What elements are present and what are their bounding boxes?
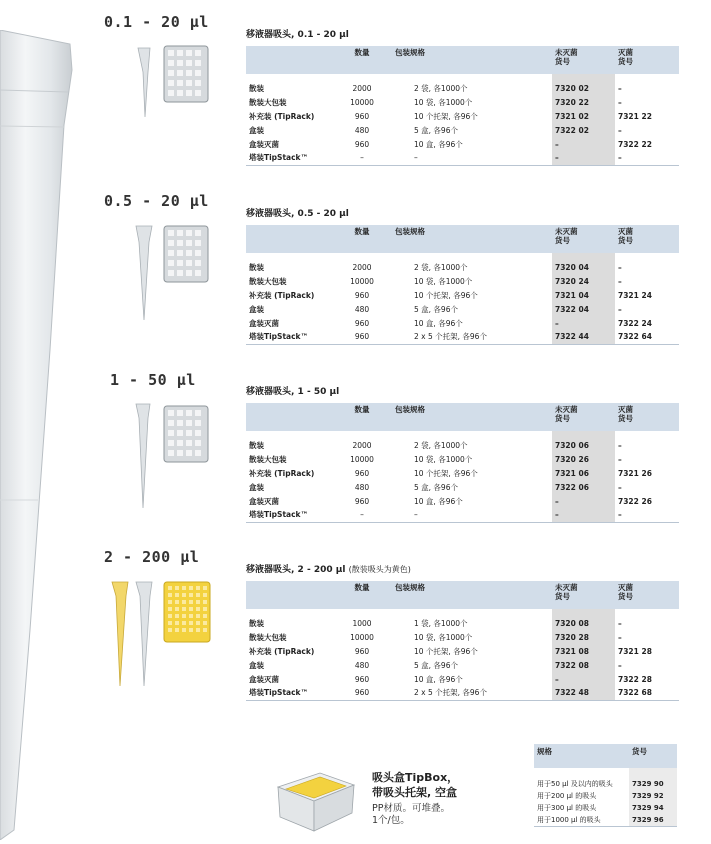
section-title — [246, 206, 679, 219]
row-quantity: 2000 — [352, 441, 372, 451]
tip-and-rack-image-1-50 — [130, 402, 220, 512]
row-packaging: 1 袋, 各1000个 — [414, 619, 468, 629]
large-pipette-tip-image — [0, 30, 80, 840]
row-quantity: 1000 — [352, 619, 372, 629]
tipbox-row — [534, 814, 677, 827]
section-0-1-20 — [246, 27, 679, 166]
tipbox-image — [268, 765, 358, 835]
header-nonsterile: 未灭菌 货号 — [552, 403, 615, 431]
row-sterile-catalog: – — [618, 277, 622, 287]
product-table — [246, 225, 679, 345]
row-type: 盒装 — [249, 482, 264, 492]
row-sterile-catalog: – — [618, 455, 622, 465]
product-table — [246, 581, 679, 701]
row-sterile-catalog: 7322 26 — [618, 496, 652, 506]
row-type: 塔装TipStack™ — [246, 151, 332, 165]
row-type: 散装大包装 — [249, 455, 287, 465]
table-row — [246, 289, 679, 303]
header-packaging: 包装规格 — [392, 225, 552, 253]
row-type: 塔装TipStack™ — [246, 508, 332, 522]
header-quantity: 数量 — [332, 46, 392, 74]
row-type: 散装大包装 — [249, 98, 287, 108]
row-quantity: 960 — [354, 111, 370, 121]
row-sterile-catalog: – — [618, 441, 622, 451]
row-type: 补充装 (TipRack) — [249, 468, 315, 478]
row-nonsterile-catalog: 7320 08 — [552, 617, 615, 631]
header-type — [246, 46, 332, 74]
row-nonsterile-catalog: 7322 06 — [552, 480, 615, 494]
row-packaging: 10 盒, 各96个 — [414, 318, 463, 328]
row-sterile-catalog: 7322 68 — [615, 686, 679, 700]
tipbox-desc-line2: 1个/包。 — [372, 815, 410, 826]
range-label-0-5-20: 0.5 - 20 µl — [104, 192, 209, 210]
header-type — [246, 225, 332, 253]
table-row — [246, 508, 679, 522]
row-packaging: – — [392, 508, 552, 522]
row-type: 散装 — [249, 84, 264, 94]
row-type: 散装 — [249, 263, 264, 273]
row-packaging: 5 盒, 各96个 — [414, 660, 458, 670]
header-type — [246, 581, 332, 609]
row-packaging: 5 盒, 各96个 — [414, 304, 458, 314]
range-label-0-1-20: 0.1 - 20 µl — [104, 13, 209, 31]
row-packaging: 10 个托架, 各96个 — [414, 290, 478, 300]
row-sterile-catalog: – — [615, 151, 679, 165]
header-sterile: 灭菌 货号 — [615, 46, 679, 74]
row-sterile-catalog: 7321 24 — [618, 290, 652, 300]
row-packaging: 10 袋, 各1000个 — [414, 455, 473, 465]
table-row — [246, 330, 679, 344]
tipbox-row-spec: 用于50 µl 及以内的吸头 — [537, 780, 613, 788]
row-type: 补充装 (TipRack) — [249, 111, 315, 121]
table-row — [246, 480, 679, 494]
table-row — [246, 453, 679, 467]
table-row — [246, 658, 679, 672]
row-sterile-catalog: – — [618, 98, 622, 108]
row-type: 塔装TipStack™ — [246, 330, 332, 344]
row-quantity: – — [332, 508, 392, 522]
row-quantity: 480 — [354, 482, 370, 492]
row-sterile-catalog: 7321 22 — [618, 111, 652, 121]
row-nonsterile-catalog: – — [552, 494, 615, 508]
section-title-text: 移液器吸头, 0.1 - 20 µl — [246, 30, 349, 40]
row-packaging: 10 个托架, 各96个 — [414, 111, 478, 121]
row-packaging: 10 盒, 各96个 — [414, 674, 463, 684]
row-nonsterile-catalog: 7322 02 — [552, 123, 615, 137]
row-sterile-catalog: – — [618, 482, 622, 492]
header-quantity: 数量 — [332, 403, 392, 431]
row-quantity: 480 — [354, 304, 370, 314]
row-sterile-catalog: 7322 24 — [618, 318, 652, 328]
table-row — [246, 494, 679, 508]
row-packaging: 2 袋, 各1000个 — [414, 441, 468, 451]
header-nonsterile: 未灭菌 货号 — [552, 46, 615, 74]
section-title — [246, 27, 679, 40]
row-nonsterile-catalog: – — [552, 137, 615, 151]
row-sterile-catalog: – — [618, 263, 622, 273]
row-nonsterile-catalog: 7321 08 — [552, 645, 615, 659]
section-title-note: (散装吸头为黄色) — [348, 565, 411, 574]
row-sterile-catalog: – — [618, 304, 622, 314]
table-row — [246, 686, 679, 700]
row-type: 盒装灭菌 — [249, 139, 279, 149]
section-title-text: 移液器吸头, 0.5 - 20 µl — [246, 209, 349, 219]
row-quantity: – — [332, 151, 392, 165]
row-nonsterile-catalog: 7321 04 — [552, 289, 615, 303]
row-sterile-catalog: – — [618, 125, 622, 135]
product-table — [246, 403, 679, 523]
row-nonsterile-catalog: – — [552, 672, 615, 686]
row-type: 盒装 — [249, 660, 264, 670]
row-packaging: 2 x 5 个托架, 各96个 — [392, 330, 552, 344]
row-nonsterile-catalog: 7321 06 — [552, 467, 615, 481]
row-packaging: – — [392, 151, 552, 165]
section-title — [246, 562, 679, 575]
row-type: 盒装灭菌 — [249, 496, 279, 506]
table-row — [246, 645, 679, 659]
tipbox-title-line1: 吸头盒TipBox， — [372, 771, 459, 784]
row-sterile-catalog: 7322 22 — [618, 139, 652, 149]
row-packaging: 10 个托架, 各96个 — [414, 468, 478, 478]
table-row — [246, 82, 679, 96]
row-nonsterile-catalog: 7322 44 — [552, 330, 615, 344]
row-type: 散装 — [249, 441, 264, 451]
row-quantity: 960 — [354, 139, 370, 149]
table-row — [246, 672, 679, 686]
row-packaging: 10 盒, 各96个 — [414, 139, 463, 149]
row-type: 塔装TipStack™ — [246, 686, 332, 700]
header-quantity: 数量 — [332, 581, 392, 609]
row-quantity: 480 — [354, 125, 370, 135]
range-label-1-50: 1 - 50 µl — [110, 371, 196, 389]
section-0-5-20 — [246, 206, 679, 345]
row-nonsterile-catalog: 7322 08 — [552, 658, 615, 672]
section-title-text: 移液器吸头, 2 - 200 µl — [246, 565, 346, 575]
row-packaging: 2 x 5 个托架, 各96个 — [392, 686, 552, 700]
header-nonsterile: 未灭菌 货号 — [552, 225, 615, 253]
tipbox-desc-line1: PP材质。可堆叠。 — [372, 803, 450, 814]
header-packaging: 包装规格 — [392, 581, 552, 609]
tipbox-col-cat: 货号 — [629, 744, 677, 768]
table-row — [246, 275, 679, 289]
header-type — [246, 403, 332, 431]
row-quantity: 960 — [354, 496, 370, 506]
table-row — [246, 302, 679, 316]
tipbox-description — [372, 770, 522, 827]
row-quantity: 960 — [354, 646, 370, 656]
table-row — [246, 439, 679, 453]
tip-and-rack-image-0-5-20 — [128, 222, 218, 322]
row-nonsterile-catalog: 7320 26 — [552, 453, 615, 467]
table-row — [246, 123, 679, 137]
row-quantity: 960 — [354, 290, 370, 300]
row-quantity: 10000 — [350, 633, 374, 643]
tipbox-row-catalog: 7329 90 — [629, 778, 677, 790]
header-packaging: 包装规格 — [392, 403, 552, 431]
tipbox-row-catalog: 7329 92 — [629, 790, 677, 802]
row-type: 盒装 — [249, 125, 264, 135]
row-nonsterile-catalog: 7320 22 — [552, 96, 615, 110]
header-sterile: 灭菌 货号 — [615, 225, 679, 253]
row-type: 补充装 (TipRack) — [249, 646, 315, 656]
row-nonsterile-catalog: – — [552, 151, 615, 165]
table-row — [246, 617, 679, 631]
row-packaging: 10 袋, 各1000个 — [414, 633, 473, 643]
table-row — [246, 316, 679, 330]
tipbox-row-spec: 用于1000 µl 的吸头 — [534, 814, 629, 827]
row-type: 盒装灭菌 — [249, 674, 279, 684]
row-type: 散装 — [249, 619, 264, 629]
header-sterile: 灭菌 货号 — [615, 403, 679, 431]
row-quantity: 10000 — [350, 98, 374, 108]
section-1-50 — [246, 384, 679, 523]
tipbox-row-spec: 用于200 µl 的吸头 — [537, 792, 597, 800]
tipbox-col-spec: 规格 — [534, 744, 629, 768]
table-row — [246, 137, 679, 151]
table-row — [246, 151, 679, 165]
row-packaging: 2 袋, 各1000个 — [414, 263, 468, 273]
tip-and-rack-image-2-200 — [108, 578, 218, 690]
row-nonsterile-catalog: 7320 02 — [552, 82, 615, 96]
row-quantity: 960 — [332, 330, 392, 344]
row-sterile-catalog: 7321 28 — [618, 646, 652, 656]
table-row — [246, 261, 679, 275]
tipbox-row-catalog: 7329 94 — [629, 802, 677, 814]
row-sterile-catalog: 7322 28 — [618, 674, 652, 684]
row-quantity: 960 — [332, 686, 392, 700]
row-sterile-catalog: – — [618, 633, 622, 643]
row-nonsterile-catalog: 7321 02 — [552, 110, 615, 124]
row-nonsterile-catalog: – — [552, 508, 615, 522]
section-title-text: 移液器吸头, 1 - 50 µl — [246, 387, 340, 397]
range-label-2-200: 2 - 200 µl — [104, 548, 200, 566]
section-title — [246, 384, 679, 397]
row-quantity: 480 — [354, 660, 370, 670]
tipbox-row — [534, 778, 677, 790]
tipbox-row-catalog: 7329 96 — [629, 814, 677, 827]
tipbox-row — [534, 790, 677, 802]
header-sterile: 灭菌 货号 — [615, 581, 679, 609]
tipbox-title-line2: 带吸头托架, 空盒 — [372, 786, 458, 799]
row-nonsterile-catalog: 7320 28 — [552, 631, 615, 645]
row-quantity: 960 — [354, 468, 370, 478]
row-type: 散装大包装 — [249, 633, 287, 643]
row-type: 补充装 (TipRack) — [249, 290, 315, 300]
row-nonsterile-catalog: 7320 24 — [552, 275, 615, 289]
header-packaging: 包装规格 — [392, 46, 552, 74]
product-table — [246, 46, 679, 166]
row-type: 散装大包装 — [249, 277, 287, 287]
row-quantity: 2000 — [352, 263, 372, 273]
table-row — [246, 467, 679, 481]
row-quantity: 960 — [354, 674, 370, 684]
row-packaging: 10 袋, 各1000个 — [414, 98, 473, 108]
row-sterile-catalog: 7322 64 — [615, 330, 679, 344]
header-quantity: 数量 — [332, 225, 392, 253]
table-row — [246, 631, 679, 645]
row-sterile-catalog: 7321 26 — [618, 468, 652, 478]
row-sterile-catalog: – — [618, 619, 622, 629]
row-packaging: 10 个托架, 各96个 — [414, 646, 478, 656]
row-quantity: 10000 — [350, 455, 374, 465]
row-type: 盒装灭菌 — [249, 318, 279, 328]
row-packaging: 5 盒, 各96个 — [414, 125, 458, 135]
row-nonsterile-catalog: 7322 04 — [552, 302, 615, 316]
row-quantity: 10000 — [350, 277, 374, 287]
tipbox-table — [534, 744, 677, 827]
row-packaging: 10 袋, 各1000个 — [414, 277, 473, 287]
row-packaging: 2 袋, 各1000个 — [414, 84, 468, 94]
row-sterile-catalog: – — [618, 84, 622, 94]
tipbox-row-spec: 用于300 µl 的吸头 — [537, 804, 597, 812]
row-nonsterile-catalog: 7320 06 — [552, 439, 615, 453]
row-sterile-catalog: – — [618, 660, 622, 670]
section-2-200 — [246, 562, 679, 701]
row-quantity: 2000 — [352, 84, 372, 94]
row-sterile-catalog: – — [615, 508, 679, 522]
row-nonsterile-catalog: – — [552, 316, 615, 330]
row-quantity: 960 — [354, 318, 370, 328]
row-packaging: 10 盒, 各96个 — [414, 496, 463, 506]
table-row — [246, 110, 679, 124]
row-type: 盒装 — [249, 304, 264, 314]
header-nonsterile: 未灭菌 货号 — [552, 581, 615, 609]
row-nonsterile-catalog: 7322 48 — [552, 686, 615, 700]
tip-and-rack-image-0-1-20 — [128, 42, 218, 132]
row-nonsterile-catalog: 7320 04 — [552, 261, 615, 275]
row-packaging: 5 盒, 各96个 — [414, 482, 458, 492]
table-row — [246, 96, 679, 110]
tipbox-row — [534, 802, 677, 814]
